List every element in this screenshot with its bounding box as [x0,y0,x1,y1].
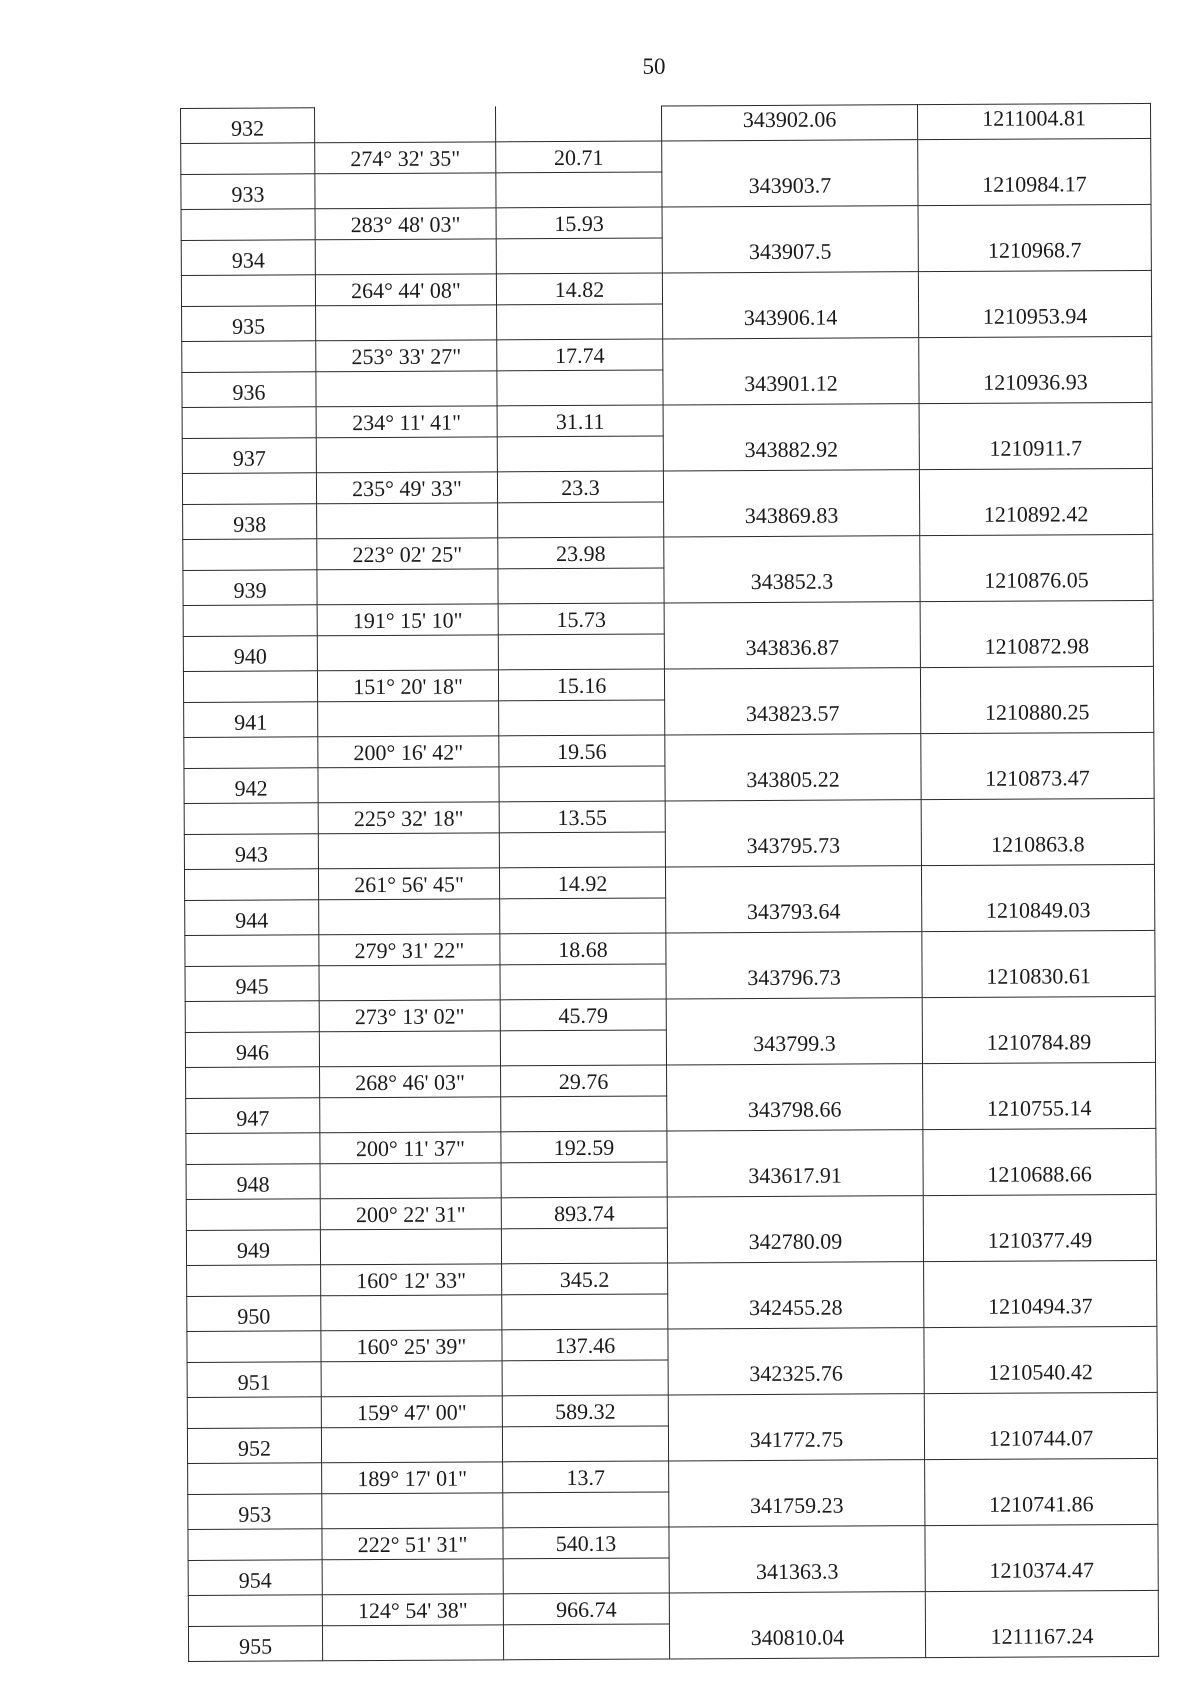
point-row [183,631,1153,671]
empty-cell [667,1196,923,1228]
point-cell: 932 [181,108,315,144]
empty-cell [316,437,497,473]
bearing-cell: 273° 13' 02" [319,1000,500,1032]
bearing-cell: 223° 02' 25" [317,538,498,570]
empty-cell [663,404,919,436]
northing-cell: 343852.3 [664,567,920,603]
empty-cell [316,371,497,407]
empty-cell [496,238,662,274]
point-cell: 941 [184,702,318,738]
bearing-cell: 274° 32' 35" [315,142,496,174]
bearing-cell: 268° 46' 03" [320,1066,501,1098]
point-row [182,433,1152,473]
empty-cell [315,107,496,143]
bearing-cell: 189° 17' 01" [322,1462,503,1494]
point-cell: 940 [183,636,317,672]
point-cell: 944 [185,900,319,936]
empty-cell [662,206,918,238]
point-row [187,1423,1157,1463]
empty-cell [503,1558,669,1594]
empty-cell [497,436,663,472]
empty-cell [318,833,499,869]
empty-cell [315,173,496,209]
northing-cell: 343795.73 [665,831,921,867]
northing-cell: 343823.57 [665,699,921,735]
empty-cell [182,473,316,505]
distance-cell: 29.76 [501,1065,667,1097]
empty-cell [662,140,918,172]
empty-cell [181,209,315,241]
bearing-cell: 151° 20' 18" [317,670,498,702]
empty-cell [664,602,920,634]
empty-cell [667,1130,923,1162]
bearing-cell: 160° 12' 33" [321,1264,502,1296]
northing-cell: 341759.23 [669,1491,925,1527]
empty-cell [666,998,922,1030]
empty-cell [496,172,662,208]
empty-cell [188,1463,322,1495]
easting-cell: 1210494.37 [924,1291,1157,1327]
empty-cell [498,502,664,538]
line-row [184,864,1154,900]
point-row [181,169,1151,209]
point-cell: 954 [188,1560,322,1596]
point-cell: 945 [185,966,319,1002]
easting-cell: 1210953.94 [919,301,1152,337]
empty-cell [498,634,664,670]
line-row [186,1128,1156,1164]
empty-cell [669,1526,925,1558]
northing-cell: 343805.22 [665,765,921,801]
bearing-cell: 283° 48' 03" [315,208,496,240]
empty-cell [667,1064,923,1096]
empty-cell [322,1559,503,1595]
easting-cell: 1210968.7 [918,235,1151,271]
line-row [186,1062,1156,1098]
line-row [181,138,1151,174]
northing-cell: 343799.3 [666,1029,922,1065]
empty-cell [502,1360,668,1396]
easting-cell: 1210744.07 [924,1423,1157,1459]
northing-cell: 343906.14 [663,303,919,339]
line-row [188,1458,1158,1494]
point-row [181,235,1151,275]
point-row [184,697,1154,737]
distance-cell: 19.56 [499,735,665,767]
northing-cell: 343903.7 [662,171,918,207]
point-cell: 953 [188,1494,322,1530]
empty-cell [320,1097,501,1133]
easting-cell: 1210377.49 [923,1225,1156,1261]
empty-cell [184,737,318,769]
easting-cell: 1210892.42 [920,499,1153,535]
line-row [185,930,1155,966]
easting-cell: 1210830.61 [922,961,1155,997]
empty-cell [183,539,317,571]
empty-cell [919,468,1152,500]
point-cell: 934 [181,240,315,276]
bearing-cell: 234° 11' 41" [316,406,497,438]
empty-cell [317,635,498,671]
empty-cell [183,671,317,703]
empty-cell [322,1493,503,1529]
empty-cell [924,1392,1157,1424]
bearing-cell: 225° 32' 18" [318,802,499,834]
empty-cell [186,1067,320,1099]
northing-cell: 343907.5 [662,237,918,273]
empty-cell [186,1133,320,1165]
bearing-cell: 160° 25' 39" [321,1330,502,1362]
empty-cell [922,996,1155,1028]
empty-cell [502,1426,668,1462]
empty-cell [318,767,499,803]
distance-cell: 966.74 [503,1593,669,1625]
point-row [184,829,1154,869]
empty-cell [925,1458,1158,1490]
distance-cell: 14.82 [496,273,662,305]
line-row [188,1590,1158,1626]
point-row [187,1291,1157,1331]
easting-cell: 1210784.89 [922,1027,1155,1063]
distance-cell: 23.3 [497,471,663,503]
distance-cell: 23.98 [498,537,664,569]
point-row [185,895,1155,935]
distance-cell: 893.74 [501,1197,667,1229]
point-row [184,763,1154,803]
bearing-cell: 235° 49' 33" [316,472,497,504]
empty-cell [503,1492,669,1528]
point-row [185,1027,1155,1067]
bearing-cell: 279° 31' 22" [319,934,500,966]
line-row [186,1194,1156,1230]
empty-cell [181,143,315,175]
empty-cell [925,1524,1158,1556]
northing-cell: 342455.28 [668,1293,924,1329]
empty-cell [920,666,1153,698]
empty-cell [501,1096,667,1132]
point-row [185,961,1155,1001]
easting-cell: 1210741.86 [925,1489,1158,1525]
northing-cell: 340810.04 [669,1623,925,1659]
point-cell: 935 [182,306,316,342]
coordinates-table-body [181,103,1159,1661]
empty-cell [320,1163,501,1199]
empty-cell [919,336,1152,368]
empty-cell [663,470,919,502]
empty-cell [665,866,921,898]
empty-cell [662,272,918,304]
northing-cell: 343793.64 [666,897,922,933]
distance-cell: 15.16 [498,669,664,701]
line-row [182,336,1152,372]
empty-cell [319,899,500,935]
empty-cell [663,338,919,370]
empty-cell [317,503,498,539]
empty-cell [664,536,920,568]
easting-cell: 1210984.17 [918,169,1151,205]
northing-cell: 343798.66 [667,1095,923,1131]
empty-cell [668,1262,924,1294]
easting-cell: 1210911.7 [919,433,1152,469]
point-row [186,1225,1156,1265]
empty-cell [187,1331,321,1363]
bearing-cell: 124° 54' 38" [322,1594,503,1626]
empty-cell [918,270,1151,302]
empty-cell [925,1590,1158,1622]
distance-cell: 13.7 [503,1461,669,1493]
distance-cell: 13.55 [499,801,665,833]
line-row [181,204,1151,240]
empty-cell [182,341,316,373]
empty-cell [500,898,666,934]
point-row [186,1093,1156,1133]
empty-cell [319,965,500,1001]
empty-cell [184,803,318,835]
line-row [184,798,1154,834]
point-cell: 936 [182,372,316,408]
point-cell: 933 [181,174,315,210]
line-row [182,468,1152,504]
line-row [183,534,1153,570]
point-cell: 948 [186,1164,320,1200]
empty-cell [921,864,1154,896]
line-row [185,996,1155,1032]
bearing-cell: 261° 56' 45" [318,868,499,900]
empty-cell [664,668,920,700]
empty-cell [183,605,317,637]
empty-cell [921,732,1154,764]
easting-cell: 1211004.81 [917,103,1150,139]
bearing-cell: 200° 16' 42" [318,736,499,768]
empty-cell [924,1326,1157,1358]
line-row [181,270,1151,306]
line-row [188,1524,1158,1560]
point-row [182,301,1152,341]
empty-cell [669,1592,925,1624]
empty-cell [316,305,497,341]
bearing-cell: 222° 51' 31" [322,1528,503,1560]
distance-cell: 540.13 [503,1527,669,1559]
empty-cell [497,304,663,340]
distance-cell: 17.74 [497,339,663,371]
line-row [184,732,1154,768]
empty-cell [315,239,496,275]
easting-cell: 1211167.24 [925,1621,1158,1657]
line-row [183,666,1153,702]
empty-cell [321,1295,502,1331]
bearing-cell: 253° 33' 27" [316,340,497,372]
point-row [183,499,1153,539]
point-cell: 943 [184,834,318,870]
point-cell: 942 [184,768,318,804]
empty-cell [188,1595,322,1627]
point-cell: 947 [186,1098,320,1134]
empty-cell [666,932,922,964]
empty-cell [186,1199,320,1231]
empty-cell [188,1529,322,1561]
bearing-cell: 191° 15' 10" [317,604,498,636]
easting-cell: 1210936.93 [919,367,1152,403]
empty-cell [319,1031,500,1067]
line-row [187,1326,1157,1362]
empty-cell [317,569,498,605]
point-cell: 946 [185,1032,319,1068]
distance-cell: 14.92 [499,867,665,899]
coordinates-table [180,103,1159,1662]
point-cell: 950 [187,1296,321,1332]
northing-cell: 341772.75 [668,1425,924,1461]
easting-cell: 1210540.42 [924,1357,1157,1393]
empty-cell [322,1625,503,1661]
empty-cell [924,1260,1157,1292]
empty-cell [318,701,499,737]
point-row [188,1555,1158,1595]
point-cell: 949 [186,1230,320,1266]
empty-cell [919,402,1152,434]
point-row [181,103,1151,143]
empty-cell [320,1229,501,1265]
point-cell: 938 [183,504,317,540]
empty-cell [669,1460,925,1492]
point-cell: 952 [187,1428,321,1464]
line-row [187,1260,1157,1296]
northing-cell: 342325.76 [668,1359,924,1395]
distance-cell: 18.68 [500,933,666,965]
point-row [183,565,1153,605]
point-row [182,367,1152,407]
bearing-cell: 159° 47' 00" [321,1396,502,1428]
empty-cell [920,534,1153,566]
line-row [183,600,1153,636]
easting-cell: 1210873.47 [921,763,1154,799]
northing-cell: 343617.91 [667,1161,923,1197]
empty-cell [501,1228,667,1264]
bearing-cell: 200° 11' 37" [320,1132,501,1164]
distance-cell: 45.79 [500,999,666,1031]
empty-cell [497,370,663,406]
bearing-cell: 200° 22' 31" [320,1198,501,1230]
easting-cell: 1210876.05 [920,565,1153,601]
empty-cell [665,734,921,766]
point-cell: 955 [188,1626,322,1662]
bearing-cell: 264° 44' 08" [315,274,496,306]
line-row [187,1392,1157,1428]
empty-cell [923,1062,1156,1094]
easting-cell: 1210863.8 [921,829,1154,865]
empty-cell [923,1128,1156,1160]
empty-cell [498,568,664,604]
easting-cell: 1210872.98 [920,631,1153,667]
empty-cell [923,1194,1156,1226]
distance-cell: 15.93 [496,207,662,239]
point-row [188,1621,1158,1661]
northing-cell: 341363.3 [669,1557,925,1593]
empty-cell [182,407,316,439]
point-row [186,1159,1156,1199]
empty-cell [184,869,318,901]
empty-cell [920,600,1153,632]
empty-cell [187,1265,321,1297]
empty-cell [321,1427,502,1463]
easting-cell: 1210374.47 [925,1555,1158,1591]
easting-cell: 1210880.25 [921,697,1154,733]
distance-cell: 345.2 [502,1263,668,1295]
empty-cell [922,930,1155,962]
empty-cell [503,1624,669,1660]
empty-cell [668,1394,924,1426]
easting-cell: 1210688.66 [923,1159,1156,1195]
empty-cell [918,138,1151,170]
empty-cell [181,275,315,307]
empty-cell [921,798,1154,830]
northing-cell: 343902.06 [661,105,917,141]
empty-cell [499,832,665,868]
northing-cell: 343869.83 [664,501,920,537]
northing-cell: 343836.87 [664,633,920,669]
distance-cell: 15.73 [498,603,664,635]
point-cell: 939 [183,570,317,606]
empty-cell [918,204,1151,236]
distance-cell: 20.71 [496,141,662,173]
distance-cell: 137.46 [502,1329,668,1361]
page-number: 50 [642,54,666,79]
point-row [187,1357,1157,1397]
empty-cell [500,1030,666,1066]
point-row [188,1489,1158,1529]
northing-cell: 343882.92 [663,435,919,471]
point-cell: 951 [187,1362,321,1398]
empty-cell [665,800,921,832]
distance-cell: 192.59 [501,1131,667,1163]
empty-cell [500,964,666,1000]
easting-cell: 1210755.14 [923,1093,1156,1129]
point-cell: 937 [182,438,316,474]
empty-cell [185,1001,319,1033]
distance-cell: 31.11 [497,405,663,437]
empty-cell [495,106,661,142]
easting-cell: 1210849.03 [922,895,1155,931]
empty-cell [668,1328,924,1360]
empty-cell [502,1294,668,1330]
northing-cell: 342780.09 [667,1227,923,1263]
distance-cell: 589.32 [502,1395,668,1427]
northing-cell: 343796.73 [666,963,922,999]
empty-cell [187,1397,321,1429]
empty-cell [321,1361,502,1397]
line-row [182,402,1152,438]
empty-cell [499,700,665,736]
northing-cell: 343901.12 [663,369,919,405]
empty-cell [185,935,319,967]
empty-cell [501,1162,667,1198]
empty-cell [499,766,665,802]
